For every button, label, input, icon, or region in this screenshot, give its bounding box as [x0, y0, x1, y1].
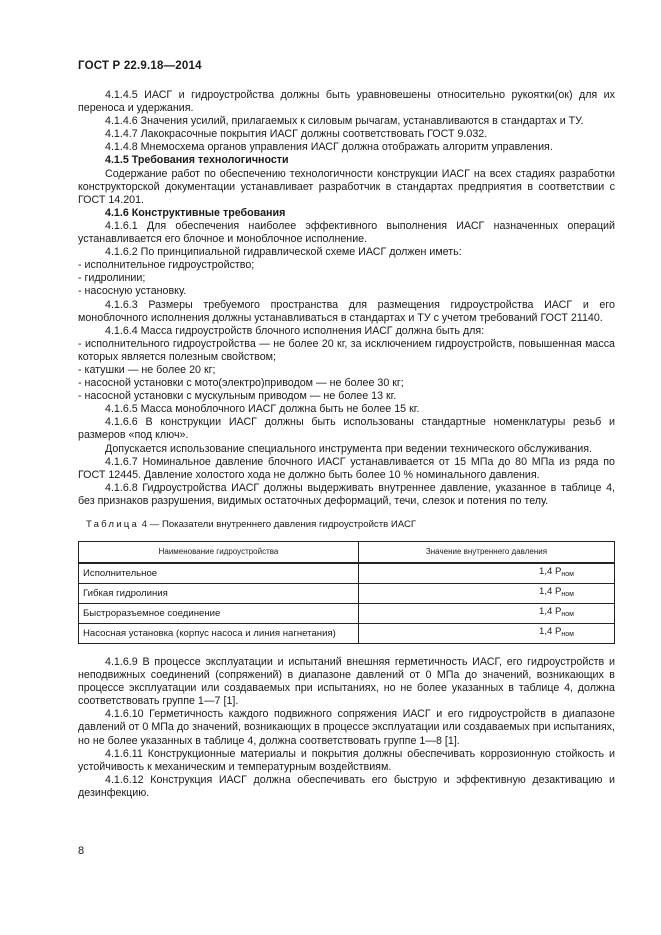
section-heading-4-1-6: 4.1.6 Конструктивные требования — [105, 206, 286, 219]
pressure-subscript: ном — [561, 591, 574, 598]
pressure-value: 1,4 P — [539, 566, 562, 577]
pressure-subscript: ном — [561, 611, 574, 618]
pressure-subscript: ном — [561, 571, 574, 578]
column-header-device: Наименование гидроустройства — [79, 542, 359, 564]
device-name-cell: Быстроразъемное соединение — [79, 604, 359, 624]
pressure-value-cell — [359, 604, 615, 624]
paragraph-4-1-6-7: 4.1.6.7 Номинальное давление блочного ИАСГ устанавливается от 15 МПа до 80 МПа из ряда по ГОСТ 12445. Давление холостого хода не должно быть более 10 % номинального давления. — [78, 455, 615, 481]
paragraph-4-1-6-2: 4.1.6.2 По принципиальной гидравлической схеме ИАСГ должен иметь: — [105, 246, 462, 259]
pressure-value-cell — [359, 624, 615, 644]
device-name-cell: Гибкая гидролиния — [79, 584, 359, 604]
device-name-cell: Насосная установка (корпус насоса и линия нагнетания) — [79, 624, 359, 644]
paragraph-4-1-6-12: 4.1.6.12 Конструкция ИАСГ должна обеспечивать его быструю и эффективную дезактивацию и дезинфекцию. — [78, 773, 615, 799]
paragraph-4-1-6-5: 4.1.6.5 Масса моноблочного ИАСГ должна быть не более 15 кг. — [105, 403, 420, 416]
pressure-value: 1,4 P — [539, 586, 562, 597]
pressure-value: 1,4 P — [539, 606, 562, 617]
document-body — [78, 89, 615, 800]
paragraph-4-1-4-7: 4.1.4.7 Лакокрасочные покрытия ИАСГ должны соответствовать ГОСТ 9.032. — [105, 128, 488, 141]
list-item: - насосной установки с мото(электро)приводом — не более 30 кг; — [78, 377, 404, 390]
paragraph-4-1-5: Содержание работ по обеспечению технологичности конструкции ИАСГ на всех стадиях разработки конструкторской документации устанавливает разработчик в стандартах предприятия в соответствии с ГОСТ 14.201. — [78, 167, 615, 206]
list-item: - катушки — не более 20 кг; — [78, 363, 216, 376]
paragraph-4-1-4-6: 4.1.4.6 Значения усилий, прилагаемых к силовым рычагам, устанавливаются в стандартах и ТУ. — [105, 115, 584, 128]
paragraph-4-1-6-11: 4.1.6.11 Конструкционные материалы и покрытия должны обеспечивать коррозионную стойкость и устойчивость к механическим и температурным воздействиям. — [78, 747, 615, 773]
list-item: - насосную установку. — [78, 285, 187, 298]
table-row — [79, 624, 615, 644]
table-header-row — [79, 542, 615, 564]
list-item: - исполнительного гидроустройства — не более 20 кг, за исключением гидроустройств, повышенная масса которых является полезным свойством; — [78, 337, 615, 363]
device-name-cell: Исполнительное — [79, 563, 359, 584]
pressure-subscript: ном — [561, 631, 574, 638]
section-heading-4-1-5: 4.1.5 Требования технологичности — [105, 154, 289, 167]
paragraph-4-1-6-6-note: Допускается использование специального инструмента при ведении технического обслуживания. — [105, 442, 593, 455]
paragraph-4-1-4-5: 4.1.4.5 ИАСГ и гидроустройства должны быть уравновешены относительно рукоятки(ок) для их переноса и удержания. — [78, 89, 615, 115]
table-row — [79, 604, 615, 624]
paragraph-4-1-4-8: 4.1.4.8 Мнемосхема органов управления ИАСГ должна отображать алгоритм управления. — [105, 141, 553, 154]
list-item: - насосной установки с мускульным приводом — не более 13 кг. — [78, 390, 397, 403]
pressure-value: 1,4 P — [539, 626, 562, 637]
paragraph-4-1-6-9: 4.1.6.9 В процессе эксплуатации и испытаний внешняя герметичность ИАСГ, его гидроустройств и неподвижных соединений (сопряжений) в диапазоне давлений от 0 МПа до значений, возникающих в процессе эксплуатации или создаваемых при испытаниях, но не более указанных в таблице 4, должна соответствовать группе 1—7 [1]. — [78, 656, 615, 708]
pressure-table — [78, 541, 615, 644]
table-caption — [86, 519, 615, 531]
paragraph-4-1-6-8: 4.1.6.8 Гидроустройства ИАСГ должны выдерживать внутреннее давление, указанное в таблице 4, без признаков разрушения, видимых остаточных деформаций, течи, слезок и потения по телу. — [78, 481, 615, 507]
paragraph-4-1-6-6: 4.1.6.6 В конструкции ИАСГ должны быть использованы стандартные номенклатуры резьб и размеров «под ключ». — [78, 416, 615, 442]
paragraph-4-1-6-1: 4.1.6.1 Для обеспечения наиболее эффективного выполнения ИАСГ назначенных операций устанавливается его блочное и моноблочное исполнение. — [78, 219, 615, 246]
table-row — [79, 584, 615, 604]
table-caption-word: Таблица — [86, 519, 140, 530]
document-header: ГОСТ Р 22.9.18—2014 — [78, 60, 202, 72]
paragraph-4-1-6-10: 4.1.6.10 Герметичность каждого подвижного сопряжения ИАСГ и его гидроустройств в диапазоне давлений от 0 МПа до значений, возникающих в процессе эксплуатации или создаваемых при испытаниях, но не более указанных в таблице 4, должна соответствовать группе 1—8 [1]. — [78, 708, 615, 747]
list-item: - гидролинии; — [78, 272, 146, 285]
table-row — [79, 563, 615, 584]
page-number: 8 — [78, 845, 85, 857]
pressure-value-cell — [359, 584, 615, 604]
list-item: - исполнительное гидроустройство; — [78, 259, 255, 272]
table-caption-text: 4 — Показатели внутреннего давления гидроустройств ИАСГ — [139, 519, 417, 530]
column-header-pressure: Значение внутреннего давления — [359, 542, 615, 564]
paragraph-4-1-6-4: 4.1.6.4 Масса гидроустройств блочного исполнения ИАСГ должна быть для: — [105, 324, 485, 337]
paragraph-4-1-6-3: 4.1.6.3 Размеры требуемого пространства для размещения гидроустройства ИАСГ и его моноблочного исполнения должны устанавливаться в стандартах и ТУ с учетом требований ГОСТ 21140. — [78, 298, 615, 324]
pressure-value-cell — [359, 563, 615, 584]
